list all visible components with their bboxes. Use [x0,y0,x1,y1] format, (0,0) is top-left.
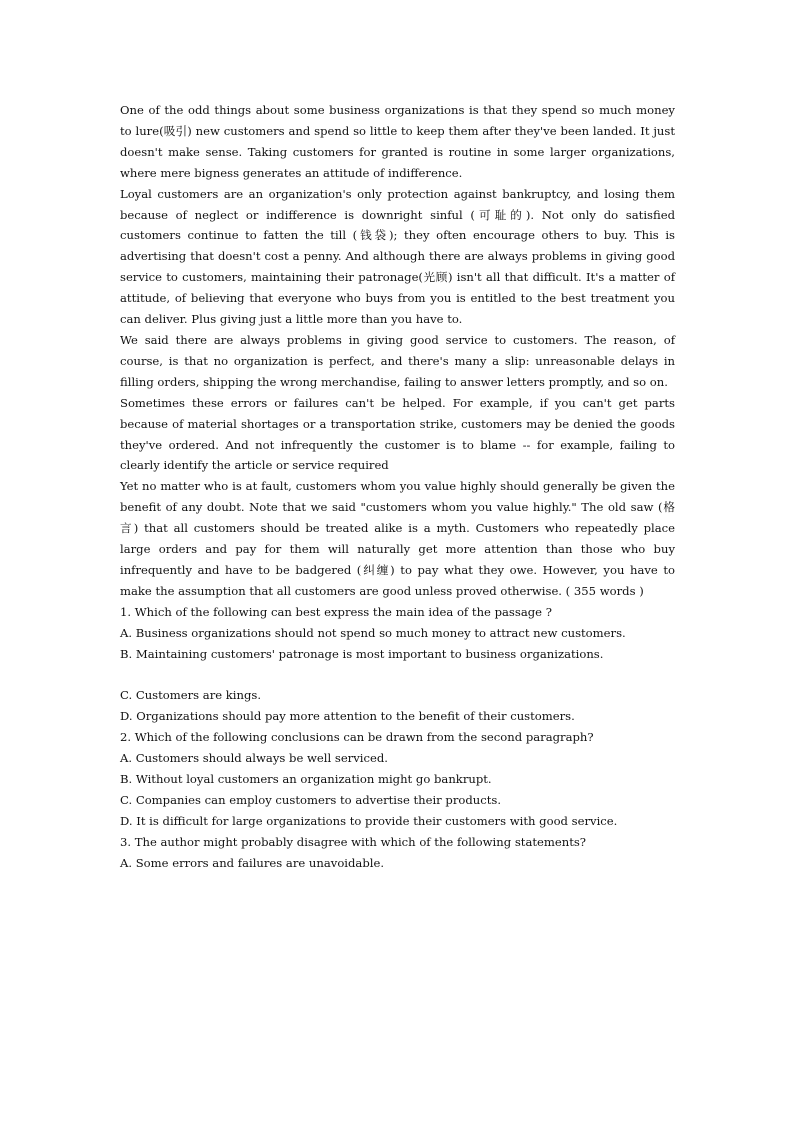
question-1-option-a: A. Business organizations should not spend so much money to attract new customers. [120,625,626,640]
question-2-option-c: C. Companies can employ customers to advertise their products. [120,792,502,807]
question-1-option-c: C. Customers are kings. [120,688,262,703]
passage-paragraph-2: Loyal customers are an organization's only protection against bankruptcy, and losing them because of neglect or indifference is downright sinful (可耻的). Not only do satisfied customers continue to fatten the till (钱袋); they often encourage others to buy. This is advertising that doesn't cost a penny. And although there are always problems in giving good service to customers, maintaining their patronage(光顾) isn't all that difficult. It's a matter of attitude, of believing that everyone who buys from you is entitled to the best treatment you can deliver. Plus giving just a little more than you have to. [120,186,675,327]
question-2: 2. Which of the following conclusions can be drawn from the second paragraph? [120,730,594,745]
question-2-option-d: D. It is difficult for large organizations to provide their customers with good service. [120,813,618,828]
passage-paragraph-4: Sometimes these errors or failures can't be helped. For example, if you can't get parts because of material shortages or a transportation strike, customers may be denied the goods they've ordered. And not infrequently the customer is to blame -- for example, failing to clearly identify the article or service required [120,395,675,473]
question-1-option-b: B. Maintaining customers' patronage is most important to business organizations. [120,646,604,661]
blank-line [120,664,675,685]
passage-paragraph-1: One of the odd things about some business organizations is that they spend so much money to lure(吸引) new customers and spend so little to keep them after they've been landed. It just doesn't make sense. Taking customers for granted is routine in some larger organizations, where mere bigness generates an attitude of indifference. [120,103,675,180]
question-1: 1. Which of the following can best express the main idea of the passage ? [120,604,552,619]
document-page [120,100,675,874]
question-2-option-a: A. Customers should always be well serviced. [120,751,388,766]
passage-paragraph-3: We said there are always problems in giving good service to customers. The reason, of course, is that no organization is perfect, and there's many a slip: unreasonable delays in filling orders, shipping the wrong merchandise, failing to answer letters promptly, and so on. [120,332,675,389]
passage-paragraph-5: Yet no matter who is at fault, customers whom you value highly should generally be given the benefit of any doubt. Note that we said "customers whom you value highly." The old saw (格言) that all customers should be treated alike is a myth. Customers who repeatedly place large orders and pay for them will naturally get more attention than those who buy infrequently and have to be badgered (纠缠) to pay what they owe. However, you have to make the assumption that all customers are good unless proved otherwise. ( 355 words ) [120,479,675,598]
question-2-option-b: B. Without loyal customers an organization might go bankrupt. [120,771,492,786]
question-1-option-d: D. Organizations should pay more attention to the benefit of their customers. [120,709,575,724]
question-3: 3. The author might probably disagree with which of the following statements? [120,834,587,849]
question-3-option-a: A. Some errors and failures are unavoidable. [120,855,385,870]
